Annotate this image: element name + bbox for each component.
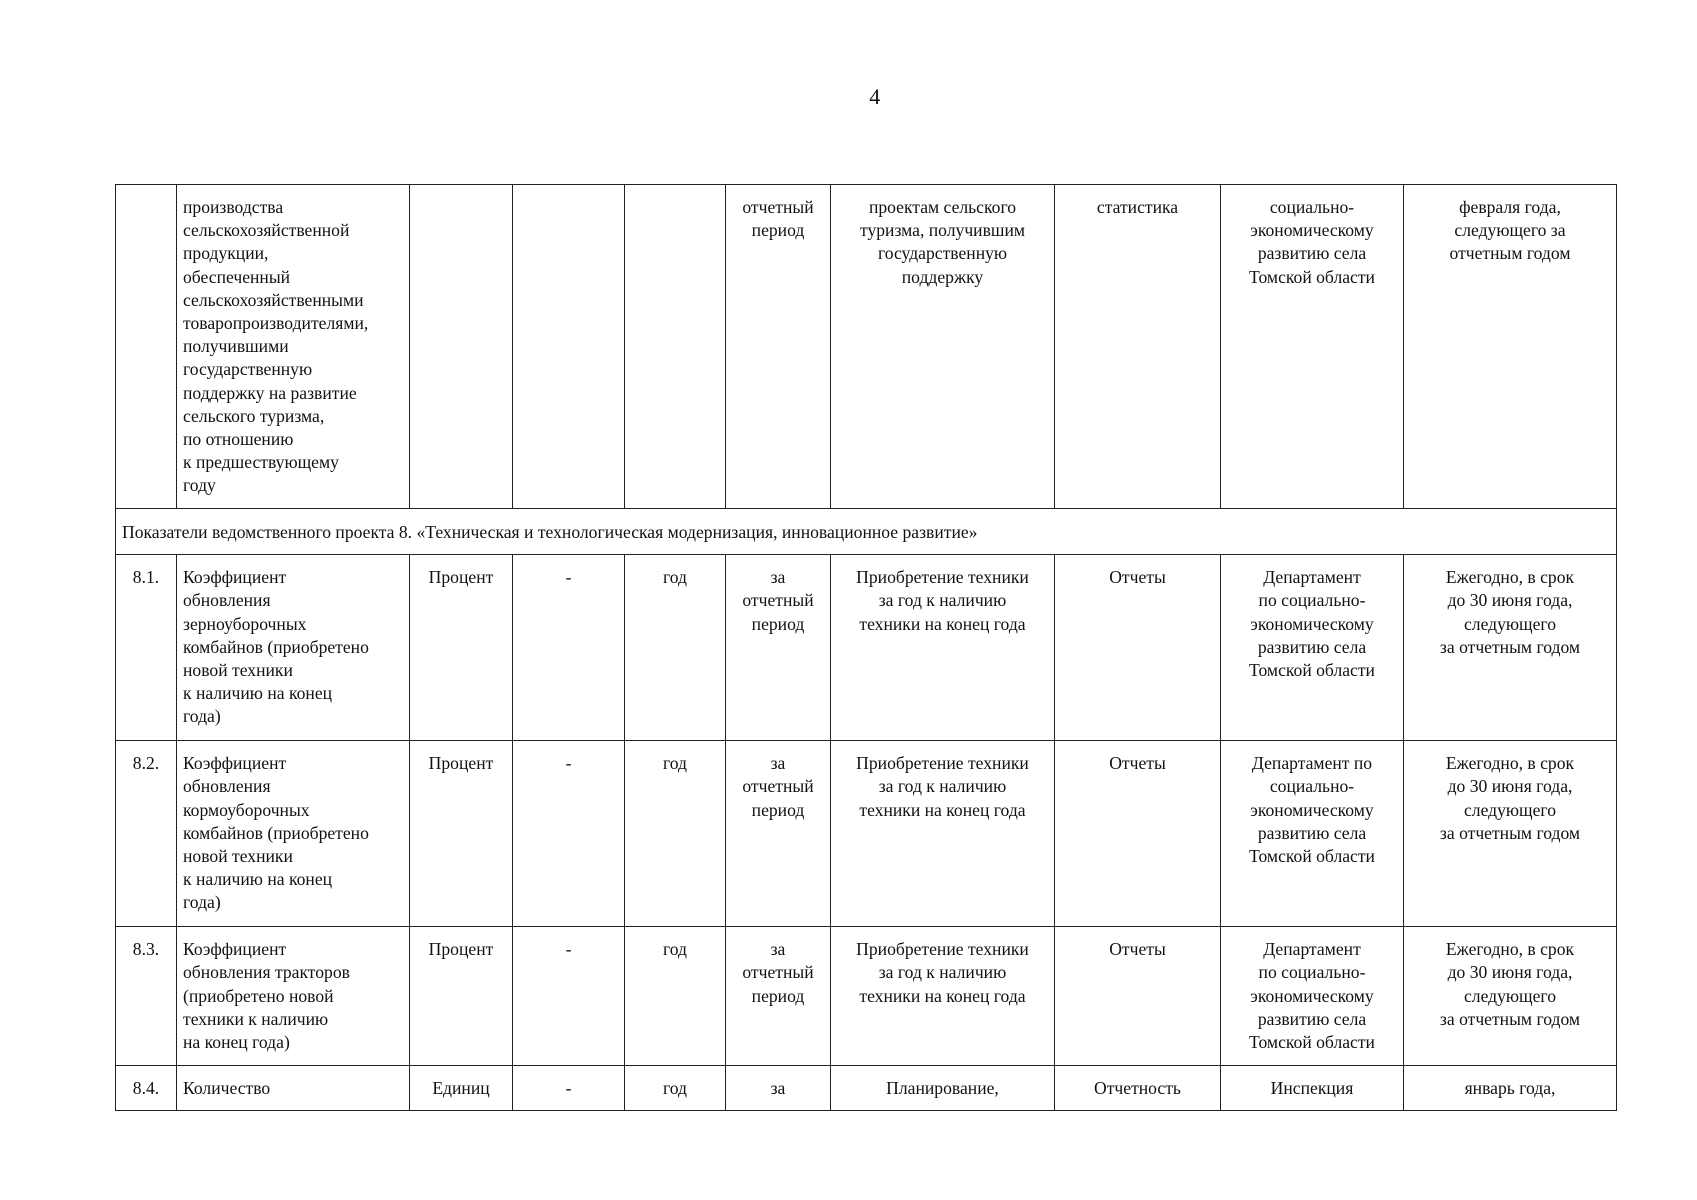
- cell-period: за отчетный период: [726, 927, 831, 1066]
- cell-source: Отчеты: [1055, 555, 1221, 741]
- cell-deadline: Ежегодно, в срок до 30 июня года, следующего за отчетным годом: [1404, 555, 1617, 741]
- cell-unit: Процент: [410, 555, 513, 741]
- cell-period: за: [726, 1066, 831, 1111]
- cell-unit: Процент: [410, 927, 513, 1066]
- cell-num: 8.1.: [116, 555, 177, 741]
- section-title: Показатели ведомственного проекта 8. «Техническая и технологическая модернизация, инновационное развитие»: [116, 509, 1617, 555]
- cell-deadline: февраля года, следующего за отчетным годом: [1404, 185, 1617, 509]
- cell-period: отчетный период: [726, 185, 831, 509]
- cell-source: статистика: [1055, 185, 1221, 509]
- cell-num: 8.2.: [116, 741, 177, 927]
- cell-deadline: январь года,: [1404, 1066, 1617, 1111]
- cell-indicator-name: Коэффициент обновления тракторов (приобретено новой техники к наличию на конец года): [177, 927, 410, 1066]
- cell-num: [116, 185, 177, 509]
- cell-deadline: Ежегодно, в срок до 30 июня года, следующего за отчетным годом: [1404, 741, 1617, 927]
- cell-deadline: Ежегодно, в срок до 30 июня года, следующего за отчетным годом: [1404, 927, 1617, 1066]
- cell-method: Планирование,: [831, 1066, 1055, 1111]
- cell-source: Отчеты: [1055, 927, 1221, 1066]
- cell-source: Отчеты: [1055, 741, 1221, 927]
- cell-dash: -: [513, 741, 625, 927]
- cell-period: за отчетный период: [726, 741, 831, 927]
- cell-responsible: социально- экономическому развитию села Томской области: [1221, 185, 1404, 509]
- cell-method: Приобретение техники за год к наличию техники на конец года: [831, 555, 1055, 741]
- cell-num: 8.3.: [116, 927, 177, 1066]
- cell-method: Приобретение техники за год к наличию техники на конец года: [831, 927, 1055, 1066]
- cell-indicator-name: Коэффициент обновления зерноуборочных комбайнов (приобретено новой техники к наличию на конец года): [177, 555, 410, 741]
- cell-frequency: год: [625, 741, 726, 927]
- cell-frequency: год: [625, 555, 726, 741]
- indicators-table: [115, 184, 1617, 1111]
- cell-unit: Единиц: [410, 1066, 513, 1111]
- page-number: 4: [869, 84, 881, 109]
- cell-indicator-name: Количество: [177, 1066, 410, 1111]
- cell-dash: -: [513, 555, 625, 741]
- table-row: [116, 1066, 1617, 1111]
- cell-indicator-name: производства сельскохозяйственной продукции, обеспеченный сельскохозяйственными товаропроизводителями, получившими государственную поддержку на развитие сельского туризма, по отношению к предшествующему году: [177, 185, 410, 509]
- cell-dash: -: [513, 927, 625, 1066]
- cell-responsible: Департамент по социально- экономическому развитию села Томской области: [1221, 741, 1404, 927]
- cell-frequency: [625, 185, 726, 509]
- table-row: [116, 555, 1617, 741]
- cell-dash: -: [513, 1066, 625, 1111]
- cell-responsible: Инспекция: [1221, 1066, 1404, 1111]
- section-header-row: [116, 509, 1617, 555]
- cell-period: за отчетный период: [726, 555, 831, 741]
- cell-indicator-name: Коэффициент обновления кормоуборочных комбайнов (приобретено новой техники к наличию на конец года): [177, 741, 410, 927]
- cell-unit: [410, 185, 513, 509]
- cell-responsible: Департамент по социально- экономическому развитию села Томской области: [1221, 927, 1404, 1066]
- cell-method: проектам сельского туризма, получившим государственную поддержку: [831, 185, 1055, 509]
- cell-dash: [513, 185, 625, 509]
- cell-frequency: год: [625, 1066, 726, 1111]
- cell-frequency: год: [625, 927, 726, 1066]
- table-row: [116, 927, 1617, 1066]
- cell-source: Отчетность: [1055, 1066, 1221, 1111]
- cell-method: Приобретение техники за год к наличию техники на конец года: [831, 741, 1055, 927]
- cell-num: 8.4.: [116, 1066, 177, 1111]
- cell-responsible: Департамент по социально- экономическому развитию села Томской области: [1221, 555, 1404, 741]
- table-row: [116, 185, 1617, 509]
- table-row: [116, 741, 1617, 927]
- cell-unit: Процент: [410, 741, 513, 927]
